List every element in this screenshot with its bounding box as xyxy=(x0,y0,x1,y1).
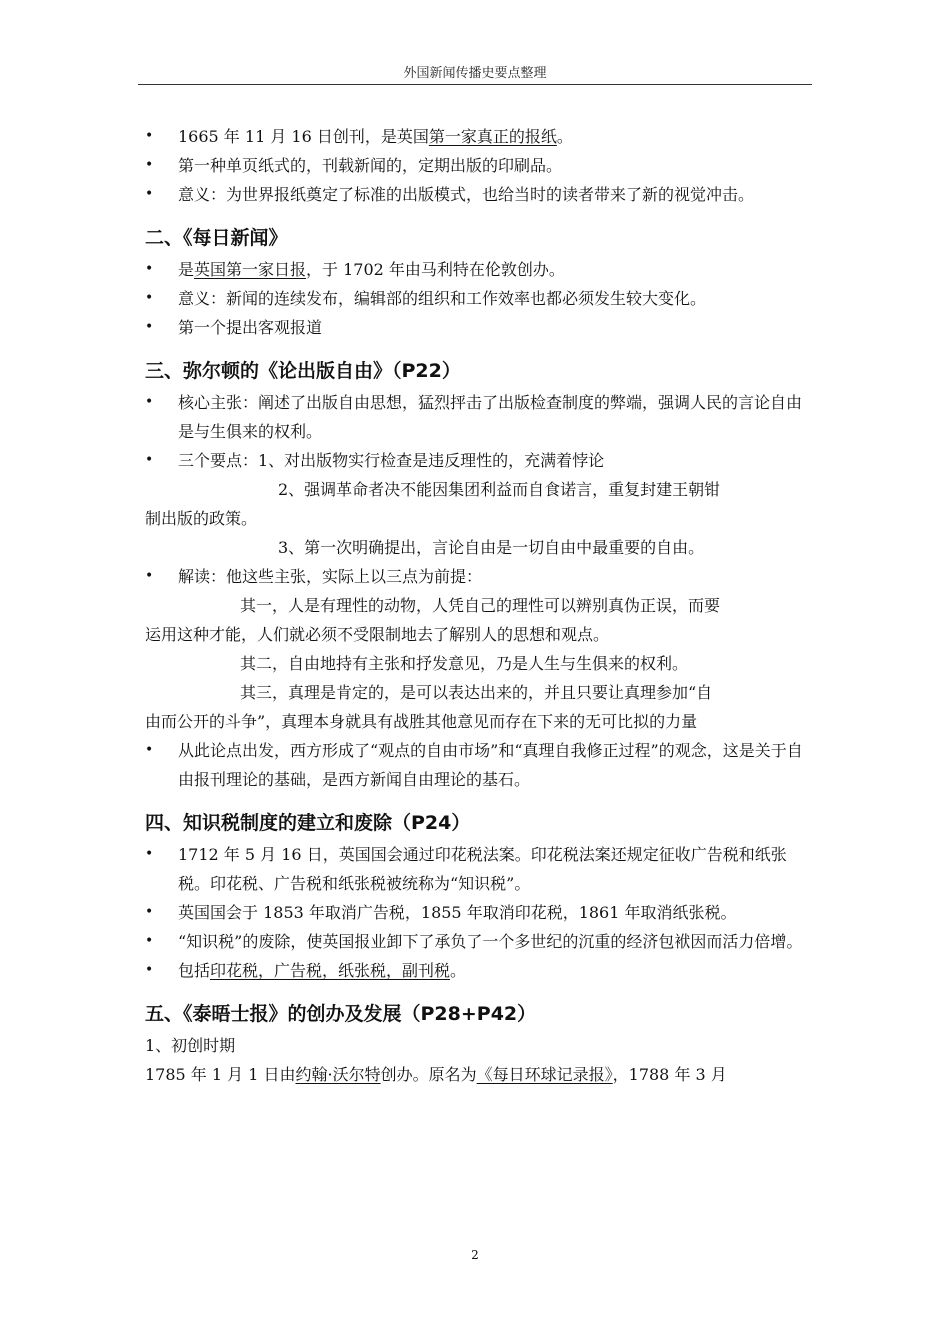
list-item: • 意义：新闻的连续发布，编辑部的组织和工作效率也都必须发生较大变化。 xyxy=(145,284,815,313)
bullet: • xyxy=(145,904,154,920)
bullet: • xyxy=(145,394,154,410)
paragraph-line: 其三，真理是肯定的，是可以表达出来的，并且只要让真理参加“自 xyxy=(240,683,713,702)
list-item: • 三个要点：1、对出版物实行检查是违反理性的，充满着悖论 xyxy=(145,446,815,475)
paragraph-line: 制出版的政策。 xyxy=(145,509,258,528)
header-divider xyxy=(138,84,812,85)
paragraph-line: 运用这种才能，人们就必须不受限制地去了解别人的思想和观点。 xyxy=(145,625,610,644)
list-item: • 是英国第一家日报，于 1702 年由马利特在伦敦创办。 xyxy=(145,255,815,284)
page-number: 2 xyxy=(471,1248,479,1262)
section-heading: 二、《每日新闻》 xyxy=(145,227,288,249)
paragraph-line: 1785 年 1 月 1 日由约翰·沃尔特创办。原名为《每日环球记录报》，1788 年 3 月 xyxy=(145,1065,727,1084)
section-heading: 四、知识税制度的建立和废除（P24） xyxy=(145,812,471,834)
section-heading: 三、弥尔顿的《论出版自由》（P22） xyxy=(145,360,461,382)
underlined-term: 英国第一家日报 xyxy=(194,260,307,279)
subheading: 1、初创时期 xyxy=(145,1036,236,1055)
bullet: • xyxy=(145,319,154,335)
paragraph-line: 其一，人是有理性的动物，人凭自己的理性可以辨别真伪正误，而要 xyxy=(240,596,721,615)
underlined-term: 约翰·沃尔特 xyxy=(295,1065,381,1084)
bullet: • xyxy=(145,290,154,306)
bullet: • xyxy=(145,933,154,949)
paragraph-line: 2、强调革命者决不能因集团利益而自食诺言，重复封建王朝钳 xyxy=(278,480,721,499)
list-item: • 1712 年 5 月 16 日，英国国会通过印花税法案。印花税法案还规定征收广告税和纸张税。印花税、广告税和纸张税被统称为“知识税”。 xyxy=(145,840,815,898)
document-body xyxy=(145,122,815,1089)
list-item: • 第一种单页纸式的，刊载新闻的，定期出版的印刷品。 xyxy=(145,151,815,180)
bullet: • xyxy=(145,157,154,173)
bullet: • xyxy=(145,742,154,758)
bullet: • xyxy=(145,846,154,862)
list-item: • 解读：他这些主张，实际上以三点为前提： xyxy=(145,562,815,591)
bullet: • xyxy=(145,186,154,202)
bullet: • xyxy=(145,261,154,277)
bullet: • xyxy=(145,568,154,584)
underlined-term: 印花税，广告税，纸张税，副刊税 xyxy=(210,961,451,980)
paragraph-line: 由而公开的斗争”，真理本身就具有战胜其他意见而存在下来的无可比拟的力量 xyxy=(145,712,698,731)
paragraph-line: 其二，自由地持有主张和抒发意见，乃是人生与生俱来的权利。 xyxy=(240,654,689,673)
list-item: • 意义：为世界报纸奠定了标准的出版模式，也给当时的读者带来了新的视觉冲击。 xyxy=(145,180,815,209)
list-item: • 核心主张：阐述了出版自由思想，猛烈抨击了出版检查制度的弊端，强调人民的言论自由是与生俱来的权利。 xyxy=(145,388,815,446)
bullet: • xyxy=(145,128,154,144)
list-item: • 英国国会于 1853 年取消广告税，1855 年取消印花税，1861 年取消纸张税。 xyxy=(145,898,815,927)
bullet: • xyxy=(145,452,154,468)
section-heading: 五、《泰晤士报》的创办及发展（P28+P42） xyxy=(145,1003,537,1025)
list-item: • 从此论点出发，西方形成了“观点的自由市场”和“真理自我修正过程”的观念，这是关于自由报刊理论的基础，是西方新闻自由理论的基石。 xyxy=(145,736,815,794)
list-item: • 第一个提出客观报道 xyxy=(145,313,815,342)
list-item: • 包括印花税，广告税，纸张税，副刊税。 xyxy=(145,956,815,985)
underlined-term: 第一家真正的报纸 xyxy=(428,127,557,146)
bullet: • xyxy=(145,962,154,978)
list-item: • “知识税”的废除，使英国报业卸下了承负了一个多世纪的沉重的经济包袱因而活力倍增。 xyxy=(145,927,815,956)
list-item: • 1665 年 11 月 16 日创刊，是英国第一家真正的报纸。 xyxy=(145,122,815,151)
page-header: 外国新闻传播史要点整理 xyxy=(403,66,547,81)
paragraph-line: 3、第一次明确提出，言论自由是一切自由中最重要的自由。 xyxy=(278,538,705,557)
underlined-term: 《每日环球记录报》 xyxy=(476,1065,613,1084)
